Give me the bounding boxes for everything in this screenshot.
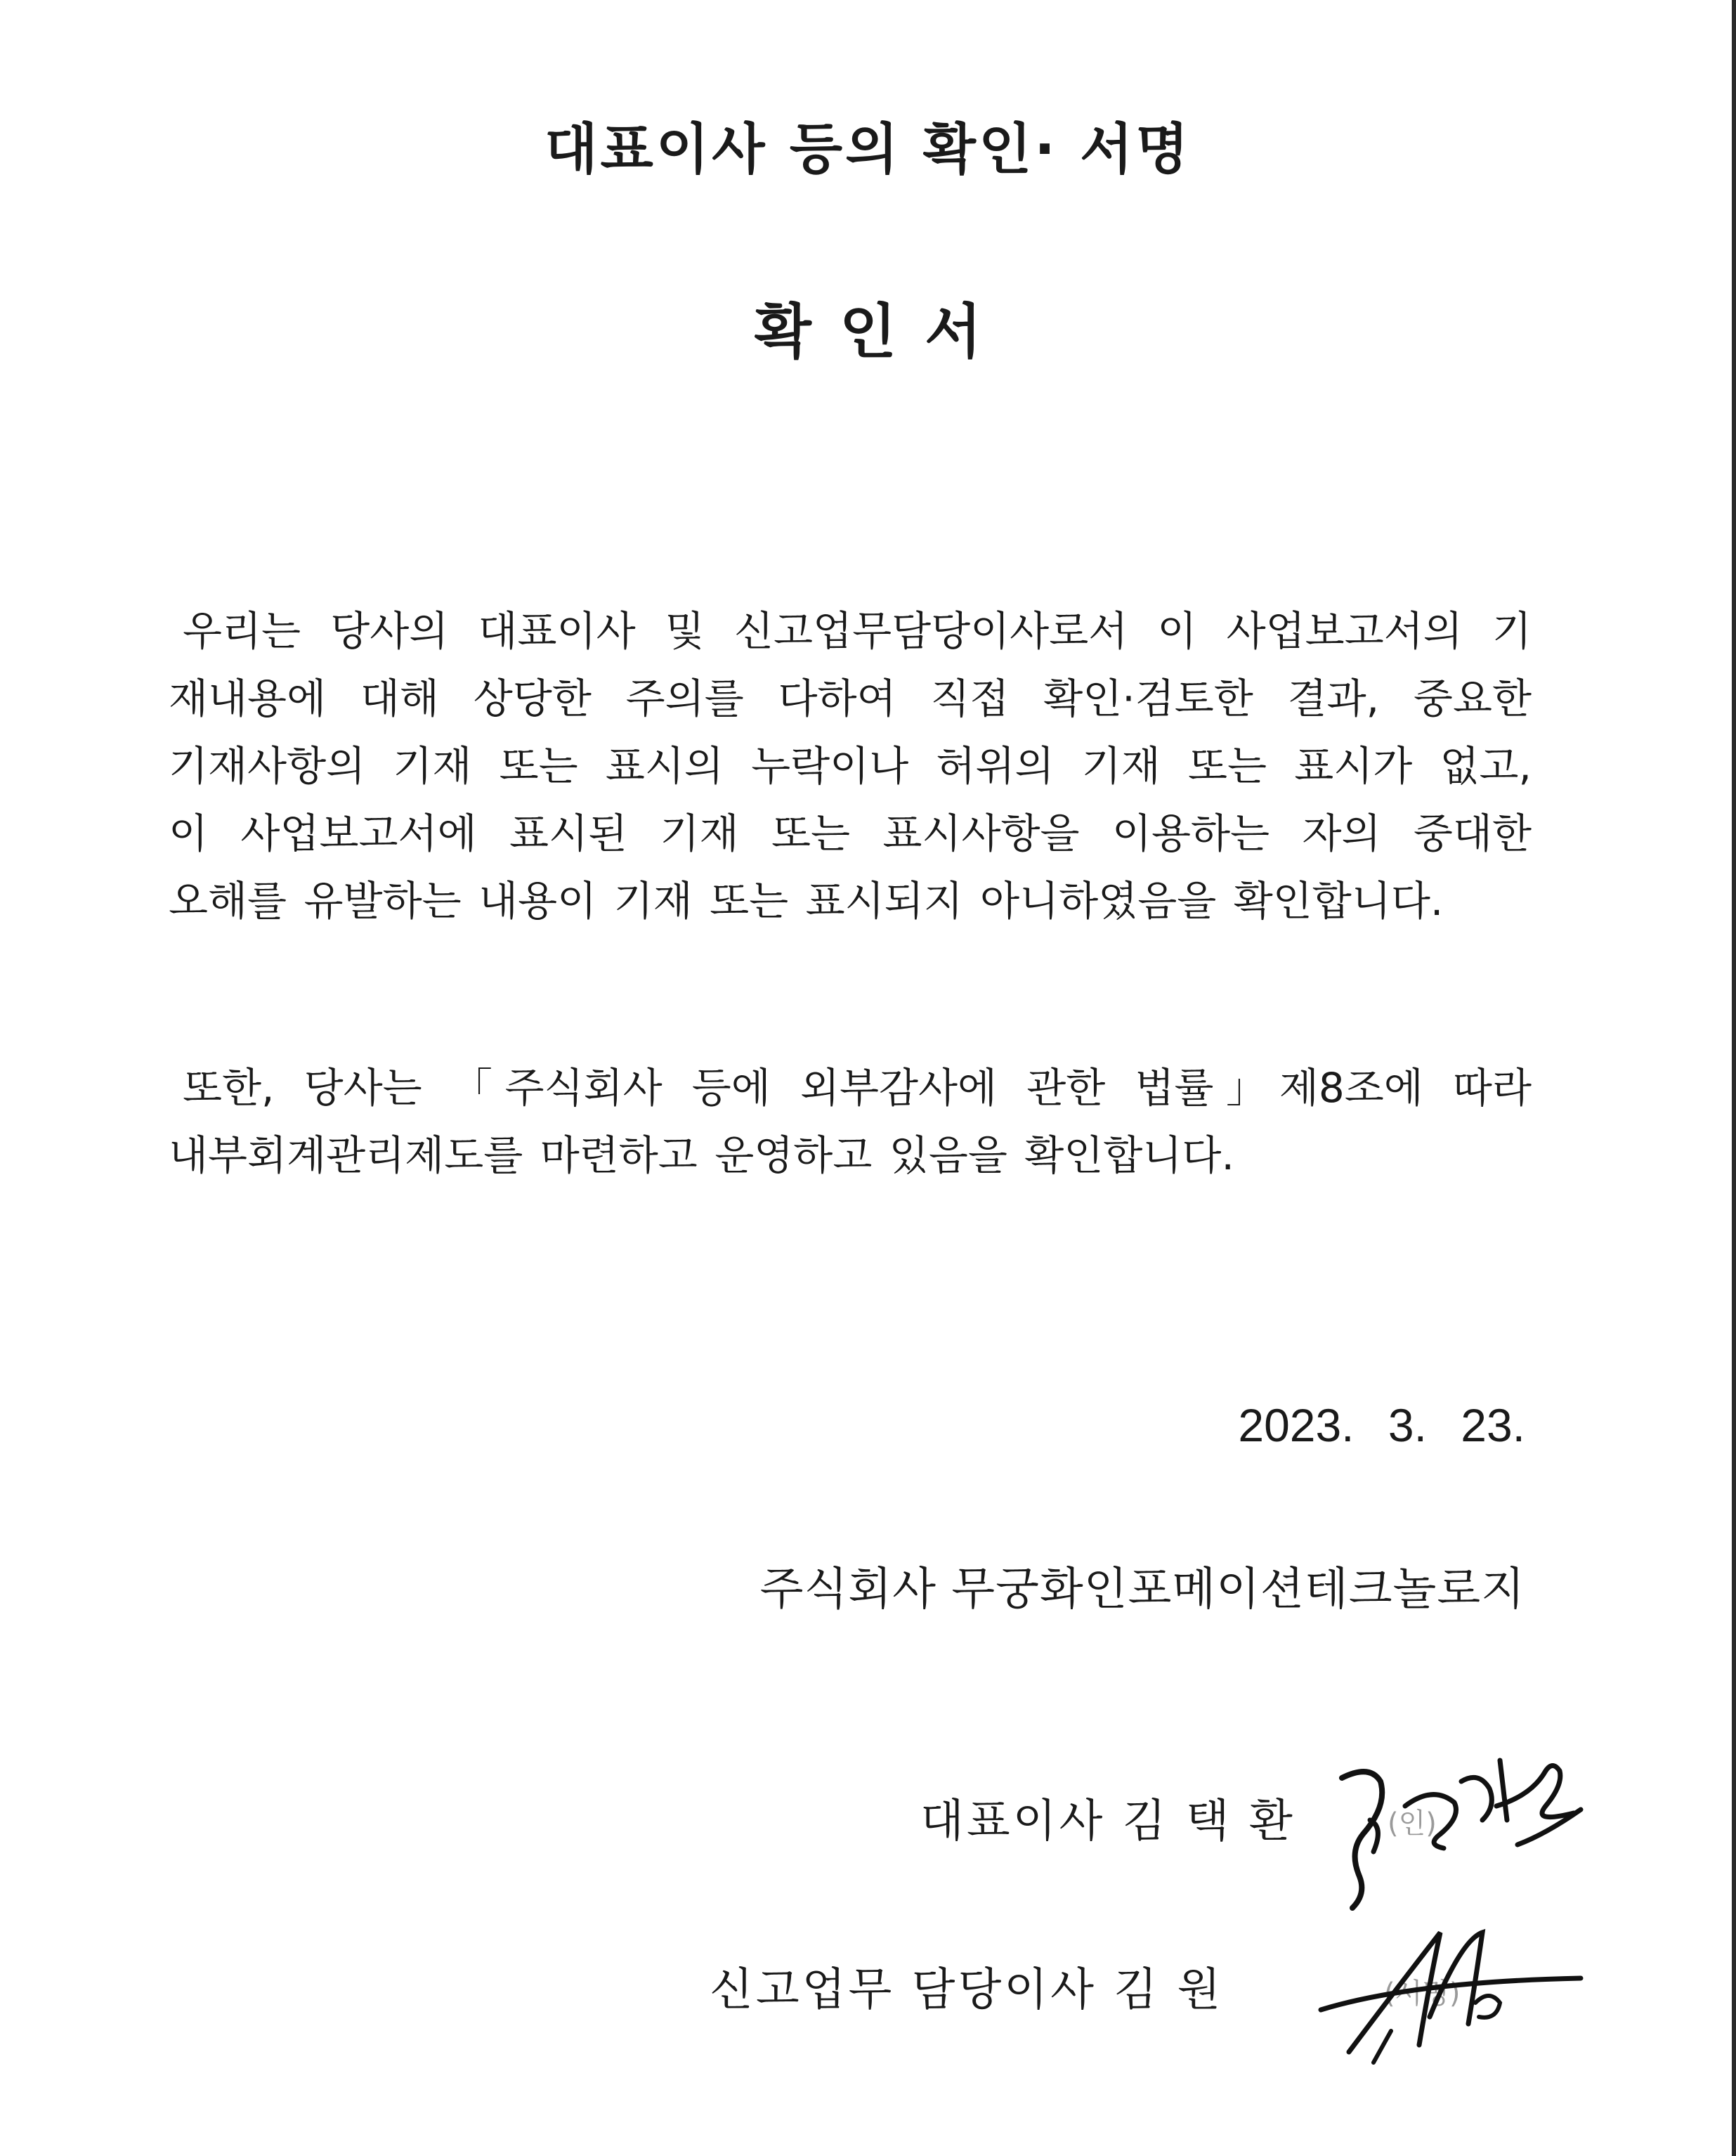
paragraph-line: 오해를 유발하는 내용이 기재 또는 표시되지 아니하였음을 확인합니다.: [169, 877, 1444, 925]
document-date: 2023. 3. 23.: [1238, 1399, 1525, 1451]
ceo-signer-label: 대표이사 김 택 환: [920, 1795, 1296, 1847]
officer-signature-icon: [1307, 1911, 1588, 2073]
paragraph-line: 또한, 당사는 「주식회사 등에 외부감사에 관한 법률」제8조에 따라: [183, 1064, 1532, 1112]
paragraph-line: 기재사항의 기재 또는 표시의 누락이나 허위의 기재 또는 표시가 없고,: [169, 742, 1532, 790]
paragraph-line: 재내용에 대해 상당한 주의를 다하여 직접 확인·검토한 결과, 중요한: [169, 675, 1532, 722]
paragraph-line: 내부회계관리제도를 마련하고 운영하고 있음을 확인합니다.: [169, 1131, 1234, 1179]
main-title: 대표이사 등의 확인· 서명: [544, 118, 1192, 181]
document-title: 확인서: [754, 297, 1010, 366]
internal-control-paragraph: [169, 1054, 1532, 1189]
paragraph-line: 이 사업보고서에 표시된 기재 또는 표시사항을 이용하는 자의 중대한: [169, 810, 1532, 857]
ceo-seal-mark: (인): [1388, 1807, 1437, 1840]
officer-seal-mark: (서명): [1384, 1978, 1461, 2010]
confirmation-paragraph: [169, 597, 1532, 935]
officer-signer-label: 신고업무 담당이사 김 원: [710, 1964, 1224, 2016]
company-name: 주식회사 무궁화인포메이션테크놀로지: [759, 1564, 1525, 1616]
paragraph-line: 우리는 당사의 대표이사 및 신고업무담당이사로서 이 사업보고서의 기: [183, 607, 1532, 655]
ceo-signature-icon: [1321, 1729, 1588, 1911]
